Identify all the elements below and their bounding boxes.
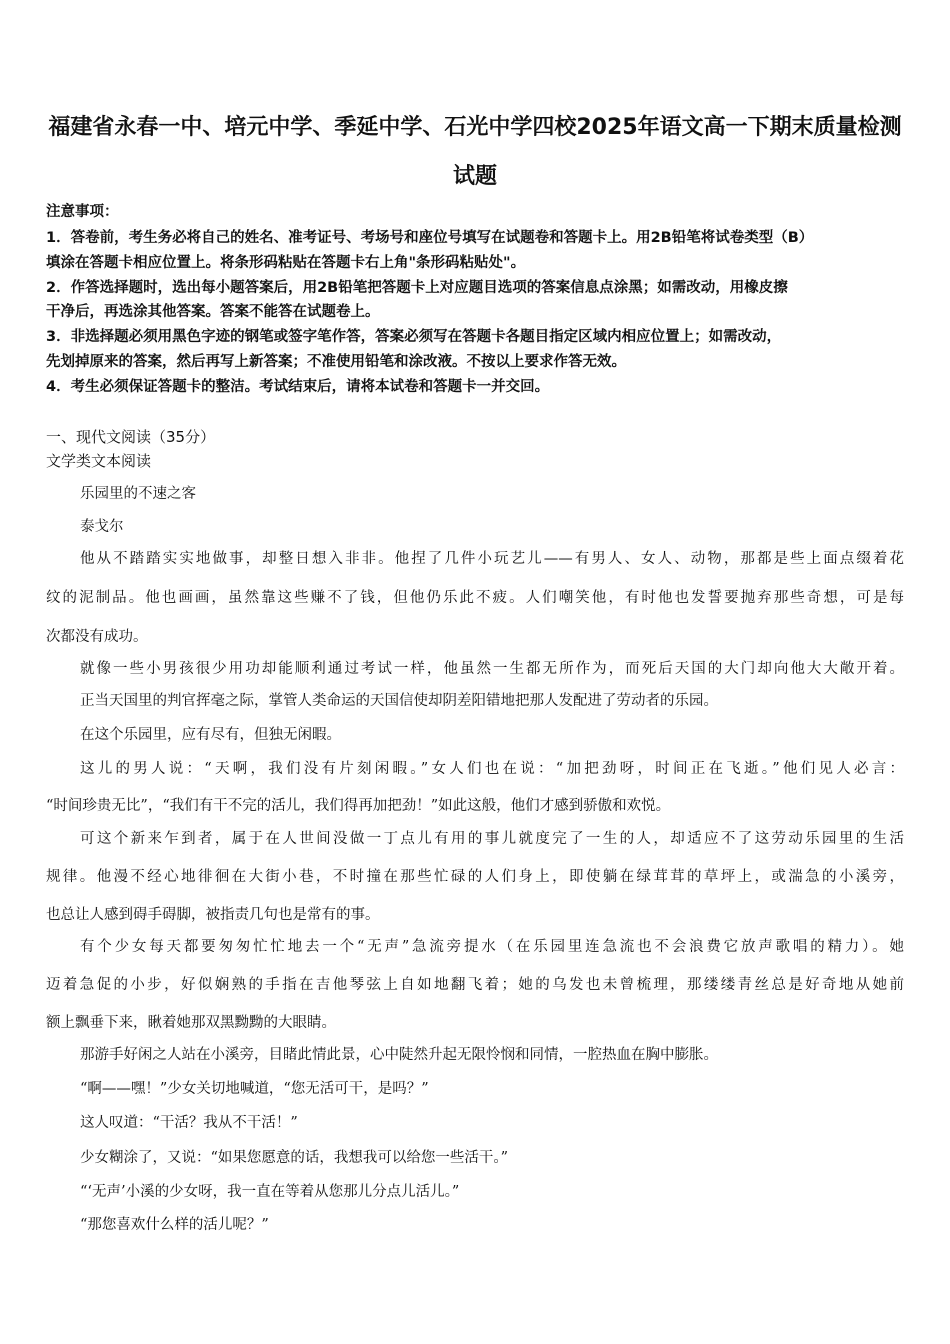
notice-line: 填涂在答题卡相应位置上。将条形码粘贴在答题卡右上角"条形码粘贴处"。 <box>46 255 526 271</box>
article-line: 正当天国里的判官挥毫之际，掌管人类命运的天国信使却阴差阳错地把那人发配进了劳动者的乐园。 <box>80 693 718 709</box>
notice-line: 先划掉原来的答案，然后再写上新答案；不准使用铅笔和涂改液。不按以上要求作答无效。 <box>46 354 626 370</box>
article-line: 在这个乐园里，应有尽有，但独无闲暇。 <box>80 727 341 743</box>
section-heading: 一、现代文阅读（35分） <box>46 428 216 446</box>
exam-title-continued: 试题 <box>452 164 497 189</box>
article-line: “那您喜欢什么样的活儿呢？” <box>80 1217 269 1233</box>
article-line: 这儿的男人说：“天啊，我们没有片刻闲暇。”女人们也在说：“加把劲呀，时间正在飞逝。”他们见人必言： <box>80 761 904 777</box>
article-line: 就像一些小男孩很少用功却能顺利通过考试一样，他虽然一生都无所作为，而死后天国的大门却向他大大敞开着。 <box>80 661 904 677</box>
article-line: 少女糊涂了，又说：“如果您愿意的话，我想我可以给您一些活干。” <box>80 1150 509 1166</box>
exam-title: 福建省永春一中、培元中学、季延中学、石光中学四校2025年语文高一下期末质量检测 <box>48 115 902 140</box>
notice-line: 干净后，再选涂其他答案。答案不能答在试题卷上。 <box>46 304 380 320</box>
notice-line: 3．非选择题必须用黑色字迹的钢笔或签字笔作答，答案必须写在答题卡各题目指定区域内相应位置上；如需改动， <box>46 329 782 345</box>
notice-line: 4．考生必须保证答题卡的整洁。考试结束后，请将本试卷和答题卡一并交回。 <box>46 379 550 395</box>
article-line: 这人叹道：“干活？我从不干活！” <box>80 1115 298 1131</box>
article-line: 也总让人感到碍手碍脚，被指责几句也是常有的事。 <box>46 907 380 923</box>
article-line: 纹的泥制品。他也画画，虽然靠这些赚不了钱，但他仍乐此不疲。人们嘲笑他，有时他也发誓要抛弃那些奇想，可是每 <box>46 590 904 606</box>
notice-heading: 注意事项： <box>46 204 119 220</box>
article-line: “‘无声’小溪的少女呀，我一直在等着从您那儿分点儿活儿。” <box>80 1184 460 1200</box>
article-title: 乐园里的不速之客 <box>80 486 196 502</box>
article-line: 次都没有成功。 <box>46 629 148 645</box>
notice-line: 1．答卷前，考生务必将自己的姓名、准考证号、考场号和座位号填写在试题卷和答题卡上。用2B铅笔将试卷类型（B） <box>46 230 814 246</box>
article-line: 有个少女每天都要匆匆忙忙地去一个“无声”急流旁提水（在乐园里连急流也不会浪费它放声歌唱的精力）。她 <box>80 939 904 955</box>
article-line: 额上飘垂下来，瞅着她那双黑黝黝的大眼睛。 <box>46 1015 336 1031</box>
article-line: “啊——嘿！”少女关切地喊道，“您无活可干，是吗？” <box>80 1081 429 1097</box>
article-line: 规律。他漫不经心地徘徊在大街小巷，不时撞在那些忙碌的人们身上，即使躺在绿茸茸的草坪上，或湍急的小溪旁， <box>46 869 904 885</box>
article-line: 迈着急促的小步，好似娴熟的手指在吉他琴弦上自如地翻飞着；她的乌发也未曾梳理，那缕缕青丝总是好奇地从她前 <box>46 977 904 993</box>
article-author: 泰戈尔 <box>80 519 124 535</box>
article-line: 他从不踏踏实实地做事，却整日想入非非。他捏了几件小玩艺儿——有男人、女人、动物，那都是些上面点缀着花 <box>80 551 904 567</box>
section-subheading: 文学类文本阅读 <box>46 452 152 470</box>
article-line: “时间珍贵无比”，“我们有干不完的活儿，我们得再加把劲！”如此这般，他们才感到骄傲和欢悦。 <box>46 798 671 814</box>
article-line: 那游手好闲之人站在小溪旁，目睹此情此景，心中陡然升起无限怜悯和同情，一腔热血在胸中膨胀。 <box>80 1047 718 1063</box>
notice-line: 2．作答选择题时，选出每小题答案后，用2B铅笔把答题卡上对应题目选项的答案信息点涂黑；如需改动，用橡皮擦 <box>46 280 788 296</box>
article-line: 可这个新来乍到者，属于在人世间没做一丁点儿有用的事儿就度完了一生的人，却适应不了这劳动乐园里的生活 <box>80 831 904 847</box>
